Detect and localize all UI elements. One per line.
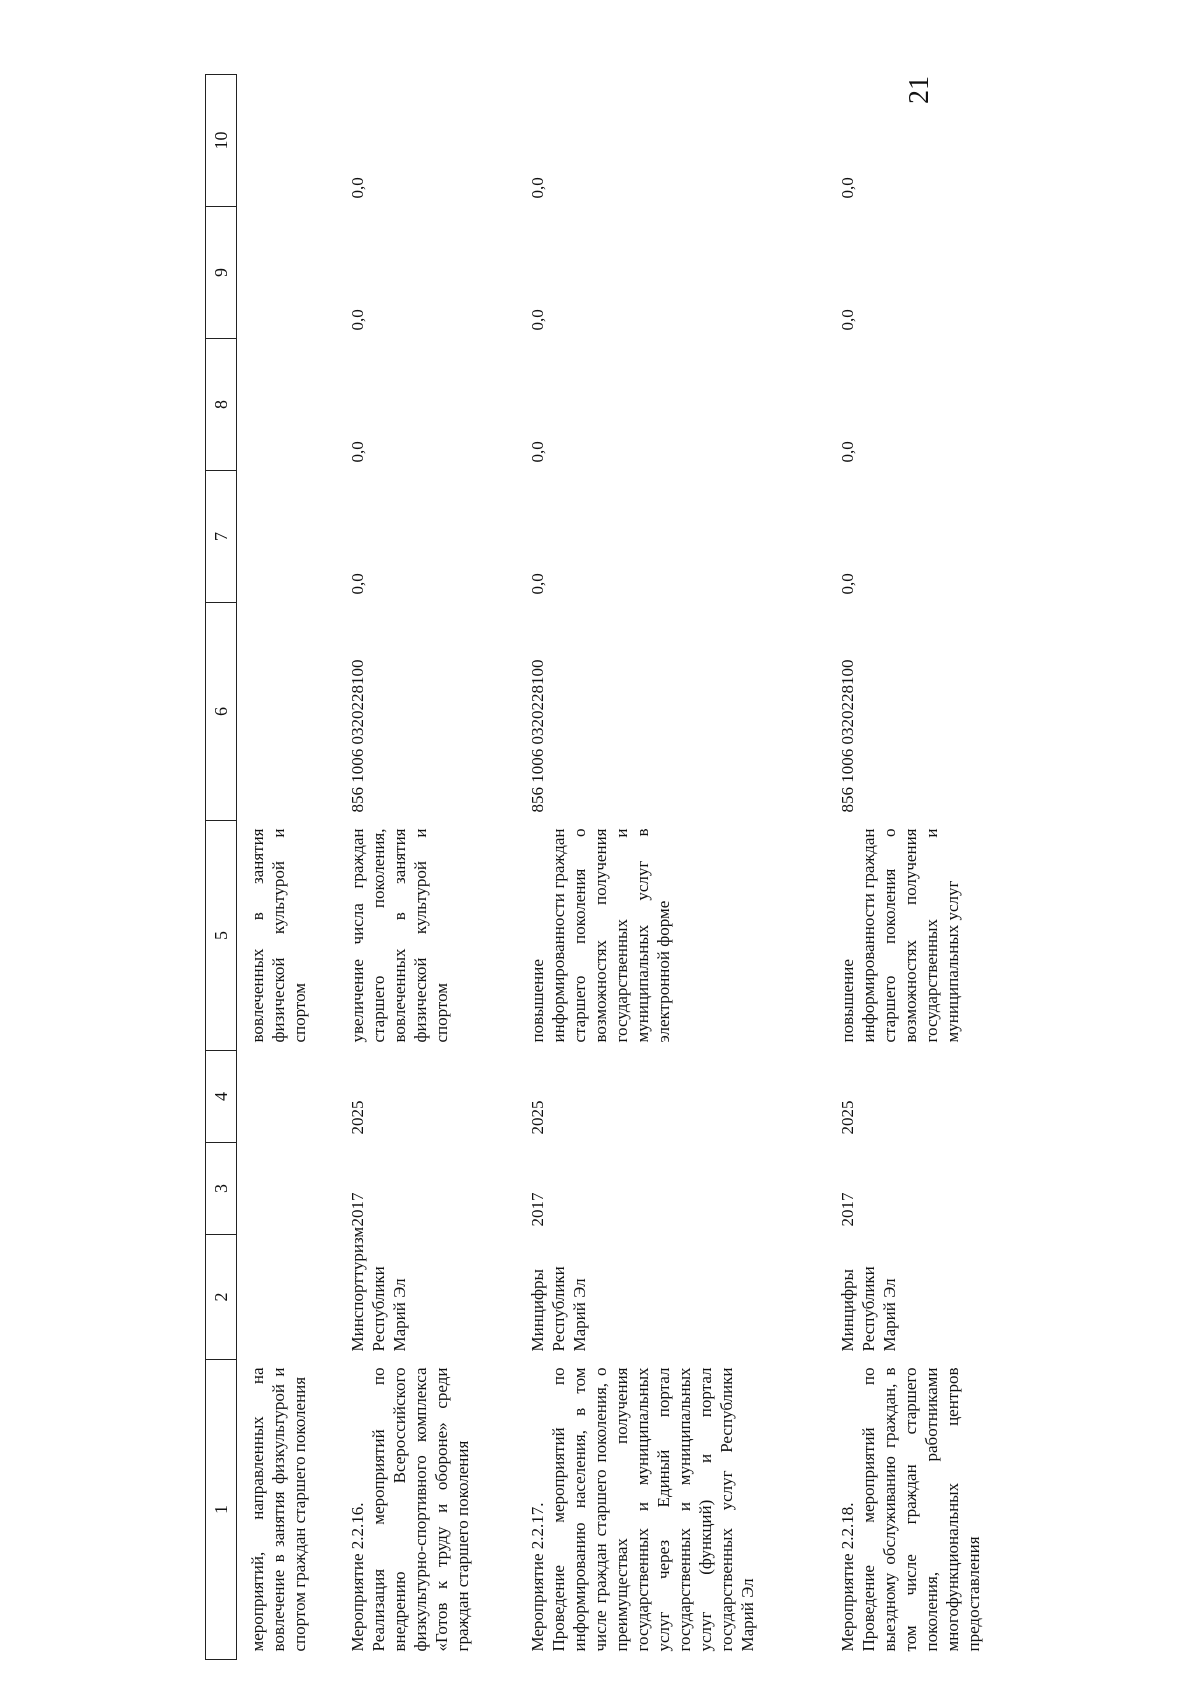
budget-code: 856 1006 0320228100	[837, 659, 857, 813]
start-year: 2017	[527, 1192, 547, 1227]
amount-col7: 0,0	[347, 573, 367, 595]
amount-col9: 0,0	[837, 309, 857, 331]
page-number: 21	[904, 76, 935, 104]
amount-col8: 0,0	[527, 441, 547, 463]
expected-result: увеличение числа граждан старшего поколения, вовлеченных в занятия физической культурой и спортом	[347, 828, 451, 1043]
rotated-table-sheet	[205, 75, 995, 1660]
start-year: 2017	[837, 1192, 857, 1227]
expected-result: повышение информированности граждан старшего поколения о возможностях получения государственных и муниципальных услуг в электронной форме	[527, 828, 673, 1043]
amount-col8: 0,0	[837, 441, 857, 463]
amount-col10: 0,0	[837, 177, 857, 199]
end-year: 2025	[837, 1100, 857, 1135]
responsible-executor: Минцифры Республики Марий Эл	[837, 1266, 899, 1352]
amount-col7	[237, 471, 337, 603]
column-header: 6	[206, 603, 237, 821]
table-row	[827, 75, 990, 1660]
amount-col9: 0,0	[527, 309, 547, 331]
column-header: 3	[206, 1143, 237, 1235]
budget-code: 856 1006 0320228100	[347, 659, 367, 813]
amount-col10	[237, 75, 337, 207]
amount-col8: 0,0	[347, 441, 367, 463]
budget-code	[237, 603, 337, 821]
end-year: 2025	[347, 1100, 367, 1135]
activity-description: Мероприятие 2.2.18. Проведение мероприятий по выездному обслуживанию граждан, в том числе граждан старшего поколения, работниками многофункциональных центров предоставления	[837, 1367, 983, 1652]
end-year: 2025	[527, 1100, 547, 1135]
amount-col7: 0,0	[837, 573, 857, 595]
amount-col9	[237, 207, 337, 339]
activity-description: Мероприятие 2.2.17. Проведение мероприятий по информированию населения, в том числе граждан старшего поколения, о преимуществах получения государственных и муниципальных услуг через Единый портал государственных и муниципальных услуг (функций) и портал государственных услуг Республики Марий Эл	[527, 1367, 757, 1652]
end-year	[237, 1051, 337, 1143]
column-header: 9	[206, 207, 237, 339]
table-row	[337, 75, 517, 1660]
activity-description: мероприятий, направленных на вовлечение в занятия физкультурой и спортом граждан старшего поколения	[248, 1367, 309, 1652]
table-row	[517, 75, 827, 1660]
column-header: 4	[206, 1051, 237, 1143]
column-header: 10	[206, 75, 237, 207]
column-header: 5	[206, 821, 237, 1051]
amount-col10: 0,0	[527, 177, 547, 199]
amount-col9: 0,0	[347, 309, 367, 331]
budget-code: 856 1006 0320228100	[527, 659, 547, 813]
column-header: 7	[206, 471, 237, 603]
program-activities-table	[205, 74, 990, 1660]
amount-col10: 0,0	[347, 177, 367, 199]
start-year: 2017	[347, 1192, 367, 1227]
start-year	[237, 1143, 337, 1235]
expected-result: вовлеченных в занятия физической культурой и спортом	[248, 828, 309, 1043]
table-row	[237, 75, 337, 1660]
amount-col7: 0,0	[527, 573, 547, 595]
responsible-executor: Минспорттуризм Республики Марий Эл	[347, 1226, 409, 1352]
column-header: 1	[206, 1360, 237, 1660]
activity-description: Мероприятие 2.2.16. Реализация мероприятий по внедрению Всероссийского физкультурно-спортивного комплекса «Готов к труду и обороне» среди граждан старшего поколения	[347, 1367, 472, 1652]
amount-col8	[237, 339, 337, 471]
column-number-header-row	[206, 75, 237, 1660]
responsible-executor: Минцифры Республики Марий Эл	[527, 1266, 589, 1352]
expected-result: повышение информированности граждан старшего поколения о возможностях получения государственных и муниципальных услуг	[837, 828, 962, 1043]
column-header: 8	[206, 339, 237, 471]
responsible-executor	[237, 1235, 337, 1360]
column-header: 2	[206, 1235, 237, 1360]
